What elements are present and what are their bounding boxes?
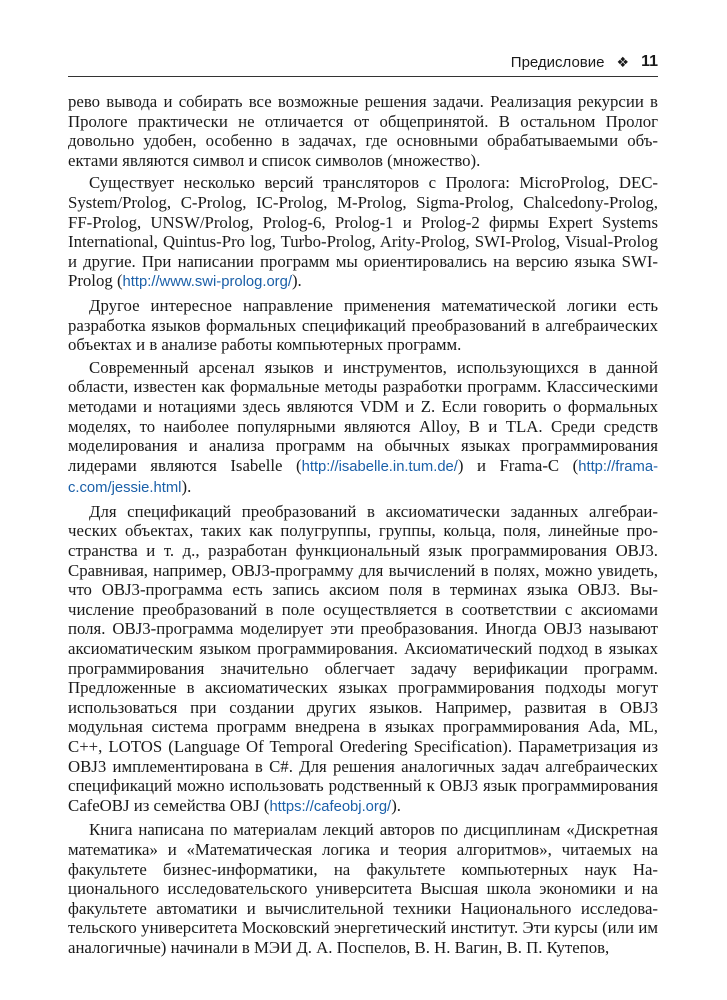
paragraph-6: Книга написана по материалам лекций авторов по дисциплинам «Дискретная математика» и «Математическая логика и теория алгоритмов», читаемых на факультете бизнес-информатики, на факультете компьютерных наук Национального исследовательского университета Высшая школа экономики и на факультете автоматики и вычислительной техники Национального исследовательского университета Московский энергетический институт. Эти курсы (или им аналогичные) начинали в МЭИ Д. А. Поспелов, В. Н. Вагин, В. П. Кутепов,: [68, 820, 658, 957]
four-diamond-ornament-icon: ❖: [616, 53, 630, 70]
paragraph-5: [68, 502, 658, 818]
cafeobj-link[interactable]: https://cafeobj.org/: [269, 798, 392, 815]
paragraph-5-text: Для спецификаций преобразований в аксиоматически заданных алгебраических объектах, таких как полугруппы, группы, кольца, поля, линейные пространства и т. д., разработан функциональный язык программирования OBJ3. Сравнивая, например, OBJ3-программу для вычислений в полях, можно увидеть, что OBJ3-программа есть запись аксиом поля в терминах языка OBJ3. Вычисление преобразований в поле осуществляется в соответствии с аксиомами поля. OBJ3-программа моделирует эти преобразования. Иногда OBJ3 называют аксиоматическим языком программирования. Аксиоматический подход в языках программирования значительно облегчает задачу верификации программ. Предложенные в аксиоматических языках программирования подходы могут использоваться при создании других языков. Например, развитая в OBJ3 модульная система программ внедрена в языках программирования Ada, ML, C++, LOTOS (Language Of Temporal Oredering Specification). Параметризация из OBJ3 имплементирована в C#. Для решения аналогичных задач алгебраических спецификаций можно использовать родственный к OBJ3 язык программирования CafeOBJ из семейства OBJ (: [68, 501, 658, 815]
body-text: [68, 92, 658, 961]
swi-prolog-link[interactable]: http://www.swi-prolog.org/: [122, 274, 292, 291]
frama-c-link[interactable]: http://frama-c.com/jessie.html: [68, 458, 658, 497]
paragraph-2: [68, 173, 658, 293]
paragraph-4-mid: ) и Frama-C (: [457, 455, 579, 475]
section-title: Предисловие: [510, 53, 605, 71]
paragraph-4-end: ).: [181, 477, 192, 497]
paragraph-2-end: ).: [291, 271, 302, 291]
paragraph-3: Другое интересное направление применения математической логики есть разработка языков формальных спецификаций преобразований в алгебраических объектах и в анализе работы компьютерных программ.: [68, 295, 658, 355]
paragraph-1: рево вывода и собирать все возможные решения задачи. Реализация рекурсии в Прологе практически не отличается от общепринятой. В остальном Пролог довольно удобен, особенно в задачах, где основными обрабатываемыми объектами являются символ и список символов (множество).: [68, 92, 658, 170]
running-header: [68, 50, 658, 74]
paragraph-2-text: Существует несколько версий трансляторов с Пролога: MicroProlog, DEC-System/Prolog, C-Prolog, IC-Prolog, M-Prolog, Sigma-Prolog, Chalcedony-Prolog, FF-Prolog, UNSW/Prolog, Prolog-6, Prolog-1 и Prolog-2 фирмы Expert Systems International, Quintus-Pro log, Turbo-Prolog, Arity-Prolog, SWI-Prolog, Visual-Prolog и другие. При написании программ мы ориентировались на версию языка SWI-Prolog (: [68, 173, 658, 291]
paragraph-5-end: ).: [391, 795, 401, 815]
paragraph-4: [68, 358, 658, 499]
isabelle-link[interactable]: http://isabelle.in.tum.de/: [301, 458, 458, 475]
paragraph-4-text: Современный арсенал языков и инструментов, использующихся в данной области, известен как формальные методы разработки программ. Классическими методами и нотациями здесь являются VDM и Z. Если говорить о формальных моделях, то наиболее популярными являются Alloy, B и TLA. Среди средств моделирования и анализа программ на обычных языках программирования лидерами являются Isabelle (: [68, 357, 658, 475]
header-rule: [68, 76, 658, 77]
page-number: 11: [641, 53, 658, 70]
